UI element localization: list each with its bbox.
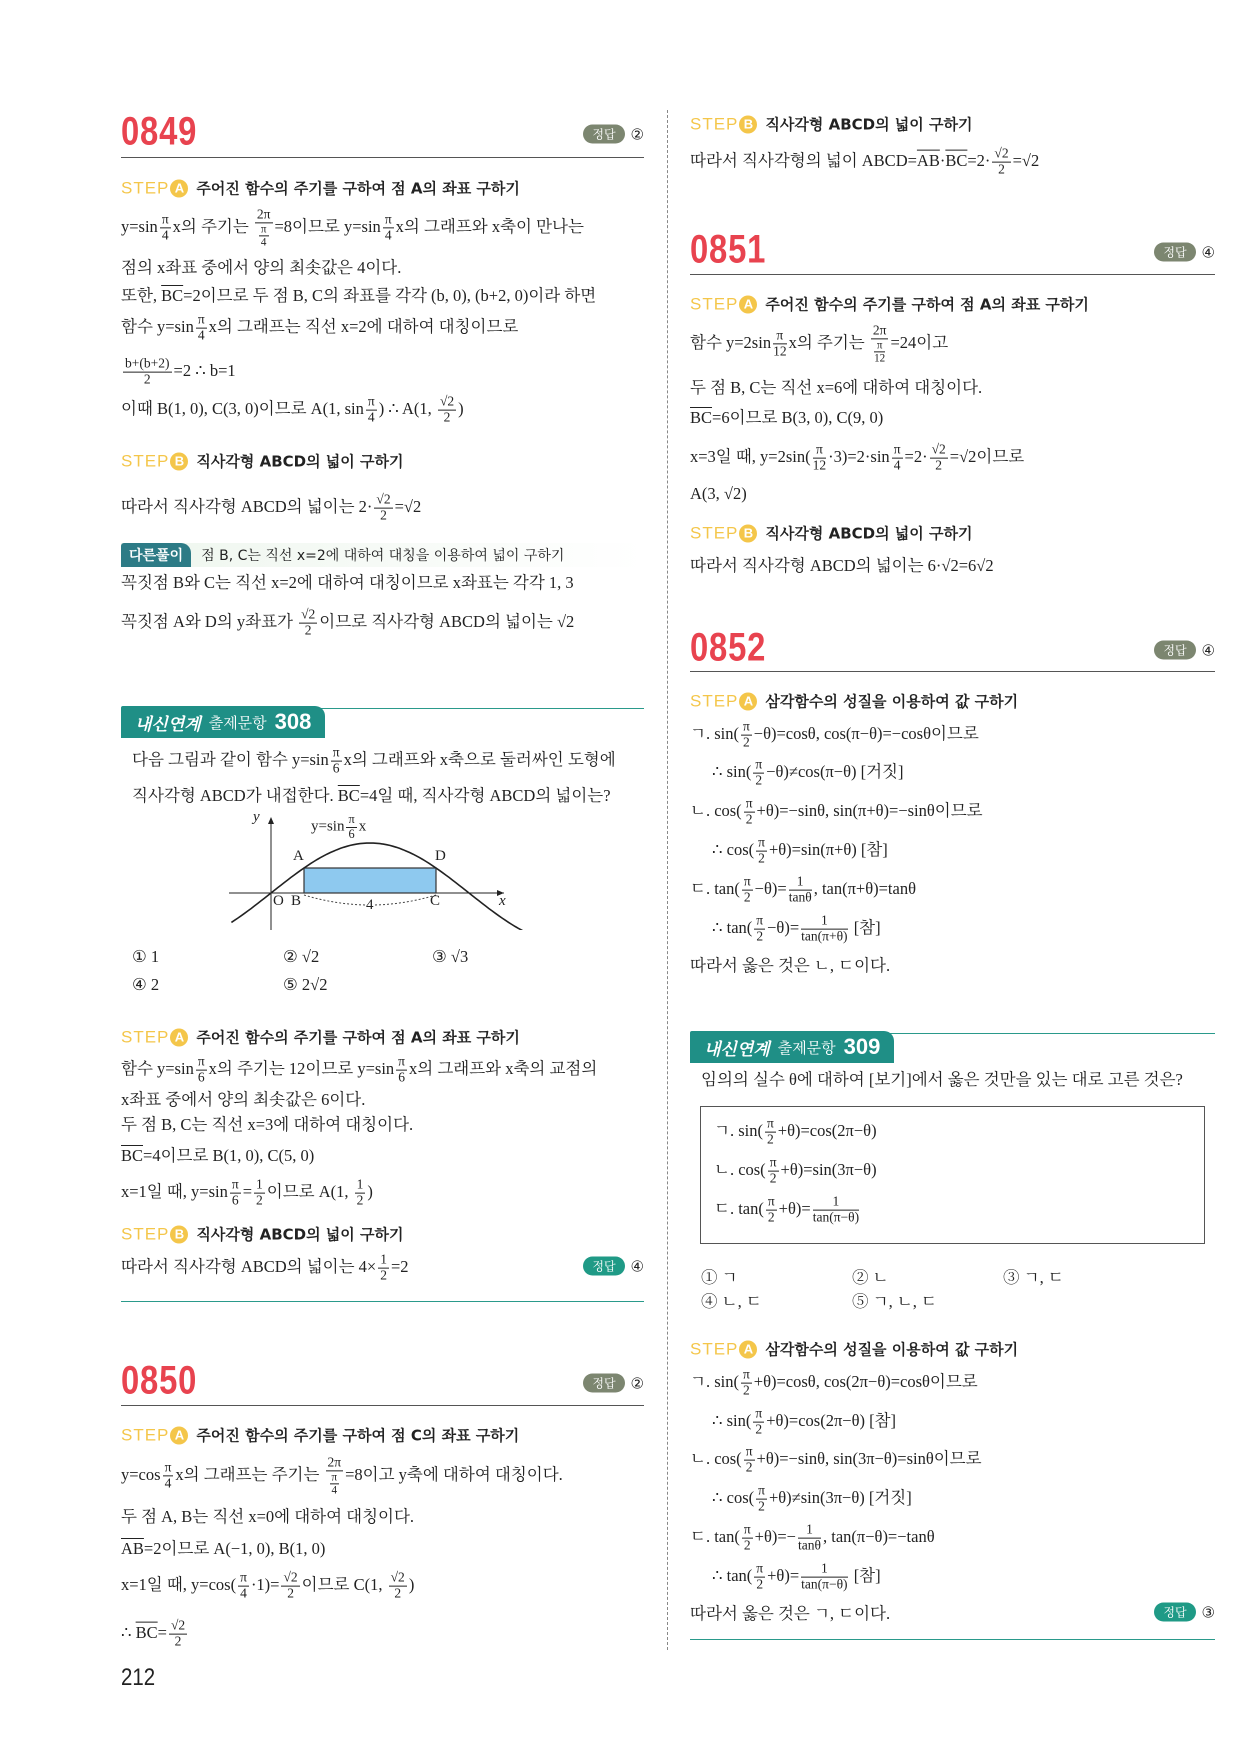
choice-1: ① 1 <box>132 947 160 966</box>
step-b-heading <box>121 451 403 472</box>
solution-line: y=sin $\frac{\pi}{4}$ x의 주기는 $\frac{2\pi}{\frac{\pi}{4}}$ =8이므로 y=sin $\frac{\pi}{4}$ x의 그래프와 x축이 만나는 <box>121 206 584 249</box>
banner-label: 출제문항 <box>208 713 267 732</box>
step-b-heading <box>690 114 972 135</box>
solution-line: ∴ $\overline{BC}=$ $\frac{√2}{2}$ <box>121 1617 186 1649</box>
section-rule <box>690 1639 1215 1640</box>
choice-5: ⑤ 2√2 <box>283 975 328 994</box>
answer-badge <box>1154 243 1215 262</box>
step-badge-icon: B <box>739 115 757 133</box>
step-badge-icon: A <box>170 1028 188 1046</box>
solution-line: x좌표 중에서 양의 최솟값은 6이다. <box>121 1090 366 1109</box>
banner-label: 출제문항 <box>777 1038 836 1057</box>
step-title: 주어진 함수의 주기를 구하여 점 C의 좌표 구하기 <box>196 1426 520 1445</box>
solution-line: ∴ sin( $\frac{\pi}{2}$ +θ)=cos(2π−θ) [참] <box>712 1405 897 1437</box>
divider <box>690 671 1215 672</box>
bogi-item: ㄱ. sin( $\frac{\pi}{2}$ +θ)=cos(2π−θ) <box>714 1115 877 1147</box>
banner-number: 308 <box>274 709 312 734</box>
section-rule <box>121 1301 644 1302</box>
answer-label: 정답 <box>583 1374 624 1393</box>
problem-number: 0852 <box>690 625 767 670</box>
step-title: 삼각함수의 성질을 이용하여 값 구하기 <box>765 1340 1019 1359</box>
solution-line: y=cos $\frac{\pi}{4}$ x의 그래프는 주기는 $\frac{2\pi}{\frac{\pi}{4}}$ =8이고 y축에 대하여 대칭이다. <box>121 1454 563 1497</box>
step-badge-icon: A <box>739 692 757 710</box>
answer-badge <box>583 1257 644 1276</box>
question-line: 임의의 실수 θ에 대하여 [보기]에서 옳은 것만을 있는 대로 고른 것은? <box>701 1070 1183 1089</box>
linked-problem-banner <box>690 1031 894 1063</box>
choice-3: ③ √3 <box>432 947 469 966</box>
step-a-heading <box>121 1425 519 1446</box>
question-line: 직사각형 ABCD가 내접한다. $\overline{BC}=4$일 때, 직사각형 ABCD의 넓이는? <box>132 786 611 805</box>
solution-line: $\frac{b+(b+2)}{2}$ =2 ∴ b=1 <box>125 355 236 387</box>
solution-line: ㄷ. tan( $\frac{\pi}{2}$ +θ)=− $\frac{1}{\tan\theta}$ , tan(π−θ)=−tanθ <box>690 1521 935 1553</box>
choice-2: ② √2 <box>283 947 320 966</box>
step-title: 직사각형 ABCD의 넓이 구하기 <box>765 524 973 543</box>
step-badge-icon: A <box>739 1340 757 1358</box>
step-a-heading <box>690 691 1018 712</box>
answer-label: 정답 <box>1154 243 1195 262</box>
question-line: 다음 그림과 같이 함수 y=sin $\frac{\pi}{6}$ x의 그래프와 x축으로 둘러싸인 도형에 <box>132 744 616 776</box>
solution-line: ∴ cos( $\frac{\pi}{2}$ +θ)=sin(π+θ) [참] <box>712 834 888 866</box>
solution-line: 또한, $\overline{BC}=2$이므로 두 점 B, C의 좌표를 각각 (b, 0), (b+2, 0)이라 하면 <box>121 286 597 305</box>
solution-line: 꼭짓점 A와 D의 y좌표가 $\frac{√2}{2}$ 이므로 직사각형 ABCD의 넓이는 √2 <box>121 606 575 638</box>
step-badge-icon: A <box>170 1426 188 1444</box>
solution-line: x=1일 때, y=cos( $\frac{\pi}{4}$ ·1)= $\frac{√2}{2}$ 이므로 C(1, $\frac{√2}{2}$ ) <box>121 1569 415 1601</box>
step-label: STEP <box>121 1027 170 1046</box>
rectangle-abcd <box>304 868 436 893</box>
solution-line: x=3일 때, y=2sin( $\frac{\pi}{12}$ ·3)=2·sin $\frac{\pi}{4}$ =2· $\frac{√2}{2}$ =√2이므로 <box>690 441 1025 473</box>
graph-function-label: y=sin $\frac{\pi}{6}$ x <box>311 812 367 841</box>
step-title: 주어진 함수의 주기를 구하여 점 A의 좌표 구하기 <box>196 179 520 198</box>
solution-line: ∴ sin( $\frac{\pi}{2}$ −θ)≠cos(π−θ) [거짓] <box>712 756 904 788</box>
bogi-item: ㄷ. tan( $\frac{\pi}{2}$ +θ)= $\frac{1}{\tan(\pi-\theta)}$ <box>714 1193 860 1225</box>
bogi-item: ㄴ. cos( $\frac{\pi}{2}$ +θ)=sin(3π−θ) <box>714 1154 877 1186</box>
step-label: STEP <box>121 1425 170 1444</box>
step-title: 주어진 함수의 주기를 구하여 점 A의 좌표 구하기 <box>765 295 1089 314</box>
graph-svg <box>229 812 539 930</box>
solution-line: ㄴ. cos( $\frac{\pi}{2}$ +θ)=−sinθ, sin(π+θ)=−sinθ이므로 <box>690 795 983 827</box>
answer-badge <box>583 1374 644 1393</box>
answer-value: ③ <box>1201 1603 1215 1621</box>
column-divider <box>667 110 668 1650</box>
banner-series: 내신연계 <box>135 714 201 735</box>
step-badge-icon: A <box>170 179 188 197</box>
banner-series: 내신연계 <box>704 1039 770 1060</box>
solution-line: A(3, √2) <box>690 484 747 503</box>
solution-line: 따라서 직사각형 ABCD의 넓이는 6·√2=6√2 <box>690 556 994 575</box>
solution-line: 따라서 옳은 것은 ㄱ, ㄷ이다. <box>690 1604 891 1623</box>
problem-number: 0849 <box>121 109 198 154</box>
length-label: 4 <box>366 897 374 913</box>
solution-line: 두 점 A, B는 직선 x=0에 대하여 대칭이다. <box>121 1507 415 1526</box>
step-label: STEP <box>690 1339 739 1358</box>
solution-line: ㄱ. sin( $\frac{\pi}{2}$ −θ)=cosθ, cos(π−θ)=−cosθ이므로 <box>690 718 979 750</box>
step-badge-icon: B <box>170 1225 188 1243</box>
answer-badge <box>1154 641 1215 660</box>
answer-value: ④ <box>1201 243 1215 261</box>
solution-line: 함수 y=2sin $\frac{\pi}{12}$ x의 주기는 $\frac{2\pi}{\frac{\pi}{12}}$ =24이고 <box>690 322 949 365</box>
step-title: 직사각형 ABCD의 넓이 구하기 <box>196 452 404 471</box>
solution-line: 이때 B(1, 0), C(3, 0)이므로 A(1, sin $\frac{\pi}{4}$ ) ∴ A(1, $\frac{√2}{2}$ ) <box>121 393 464 425</box>
solution-line: 따라서 직사각형 ABCD의 넓이는 2· $\frac{√2}{2}$ =√2 <box>121 491 422 523</box>
answer-badge <box>1154 1603 1215 1622</box>
answer-badge <box>583 125 644 144</box>
graph-x-label: x <box>499 893 506 909</box>
step-b-heading <box>690 523 972 544</box>
step-badge-icon: A <box>739 295 757 313</box>
answer-label: 정답 <box>583 125 624 144</box>
solution-line: ㄷ. tan( $\frac{\pi}{2}$ −θ)= $\frac{1}{\tan\theta}$ , tan(π+θ)=tanθ <box>690 873 916 905</box>
choice-1: ① ㄱ <box>701 1268 738 1287</box>
solution-line: ㄱ. sin( $\frac{\pi}{2}$ +θ)=cosθ, cos(2π−θ)=cosθ이므로 <box>690 1366 978 1398</box>
solution-line: 따라서 직사각형의 넓이 $ABCD=\overline{AB}\cdot\overline{BC}=2\cdot$ $\frac{√2}{2}$ =√2 <box>690 145 1040 177</box>
solution-line: ∴ tan( $\frac{\pi}{2}$ −θ)= $\frac{1}{\tan(\pi+\theta)}$ [참] <box>712 912 881 944</box>
step-label: STEP <box>121 178 170 197</box>
step-badge-icon: B <box>170 452 188 470</box>
solution-line: ∴ cos( $\frac{\pi}{2}$ +θ)≠sin(3π−θ) [거짓] <box>712 1482 912 1514</box>
step-label: STEP <box>690 294 739 313</box>
answer-value: ④ <box>630 1257 644 1275</box>
sine-graph <box>229 809 539 930</box>
point-c-label: C <box>430 893 441 909</box>
step-a-heading <box>121 178 520 199</box>
choice-2: ② ㄴ <box>852 1268 889 1287</box>
solution-line: 두 점 B, C는 직선 x=6에 대하여 대칭이다. <box>690 378 983 397</box>
solution-line: 꼭짓점 B와 C는 직선 x=2에 대하여 대칭이므로 x좌표는 각각 1, 3 <box>121 573 574 592</box>
graph-y-label: y <box>253 809 260 825</box>
solution-line: 따라서 직사각형 ABCD의 넓이는 4× $\frac{1}{2}$ =2 <box>121 1251 409 1283</box>
step-label: STEP <box>690 114 739 133</box>
right-column <box>690 0 1215 1754</box>
step-title: 직사각형 ABCD의 넓이 구하기 <box>765 115 973 134</box>
problem-number: 0850 <box>121 1358 198 1403</box>
point-b-label: B <box>291 893 302 909</box>
step-a-heading <box>690 1339 1018 1360</box>
solution-line: $\overline{BC}=6$이므로 B(3, 0), C(9, 0) <box>690 408 884 427</box>
solution-line: ∴ tan( $\frac{\pi}{2}$ +θ)= $\frac{1}{\tan(\pi-\theta)}$ [참] <box>712 1560 881 1592</box>
answer-label: 정답 <box>583 1257 624 1276</box>
step-label: STEP <box>121 1224 170 1243</box>
graph-origin-label: O <box>273 893 284 909</box>
step-label: STEP <box>121 451 170 470</box>
choice-5: ⑤ ㄱ, ㄴ, ㄷ <box>852 1292 937 1311</box>
answer-label: 정답 <box>1154 641 1195 660</box>
step-title: 삼각함수의 성질을 이용하여 값 구하기 <box>765 692 1019 711</box>
solution-line: $\overline{BC}=4$이므로 B(1, 0), C(5, 0) <box>121 1146 315 1165</box>
divider <box>121 1405 644 1406</box>
step-label: STEP <box>690 523 739 542</box>
answer-value: ④ <box>1201 641 1215 659</box>
alt-tag: 다른풀이 <box>121 543 191 567</box>
solution-line: 따라서 옳은 것은 ㄴ, ㄷ이다. <box>690 956 891 975</box>
step-a-heading <box>121 1027 520 1048</box>
point-a-label: A <box>293 848 304 864</box>
alt-title: 점 B, C는 직선 x=2에 대하여 대칭을 이용하여 넓이 구하기 <box>201 548 565 564</box>
choice-4: ④ ㄴ, ㄷ <box>701 1292 762 1311</box>
divider <box>690 274 1215 275</box>
alternative-solution-heading <box>121 543 644 567</box>
step-title: 직사각형 ABCD의 넓이 구하기 <box>196 1225 404 1244</box>
problem-number: 0851 <box>690 227 767 272</box>
answer-label: 정답 <box>1154 1603 1195 1622</box>
step-label: STEP <box>690 691 739 710</box>
choice-4: ④ 2 <box>132 975 160 994</box>
solution-line: ㄴ. cos( $\frac{\pi}{2}$ +θ)=−sinθ, sin(3π−θ)=sinθ이므로 <box>690 1443 982 1475</box>
banner-number: 309 <box>843 1034 881 1059</box>
answer-value: ② <box>630 125 644 143</box>
step-title: 주어진 함수의 주기를 구하여 점 A의 좌표 구하기 <box>196 1028 520 1047</box>
step-badge-icon: B <box>739 524 757 542</box>
page-number: 212 <box>121 1664 156 1691</box>
linked-problem-banner <box>121 706 325 738</box>
point-d-label: D <box>435 848 446 864</box>
solution-line: x=1일 때, y=sin $\frac{\pi}{6}$ = $\frac{1}{2}$ 이므로 A(1, $\frac{1}{2}$ ) <box>121 1176 373 1208</box>
choice-3: ③ ㄱ, ㄷ <box>1003 1268 1064 1287</box>
solution-line: 함수 y=sin $\frac{\pi}{6}$ x의 주기는 12이므로 y=sin $\frac{\pi}{6}$ x의 그래프와 x축의 교점의 <box>121 1053 598 1085</box>
left-column <box>121 0 644 1754</box>
step-b-heading <box>121 1224 403 1245</box>
y-axis-arrow-icon <box>268 817 274 824</box>
solution-line: 점의 x좌표 중에서 양의 최솟값은 4이다. <box>121 258 402 277</box>
divider <box>121 157 644 158</box>
solution-line: 두 점 B, C는 직선 x=3에 대하여 대칭이다. <box>121 1115 414 1134</box>
solution-line: 함수 y=sin $\frac{\pi}{4}$ x의 그래프는 직선 x=2에 대하여 대칭이므로 <box>121 311 519 343</box>
solution-line: $\overline{AB}=2$이므로 A(−1, 0), B(1, 0) <box>121 1539 326 1558</box>
answer-value: ② <box>630 1374 644 1392</box>
step-a-heading <box>690 294 1089 315</box>
